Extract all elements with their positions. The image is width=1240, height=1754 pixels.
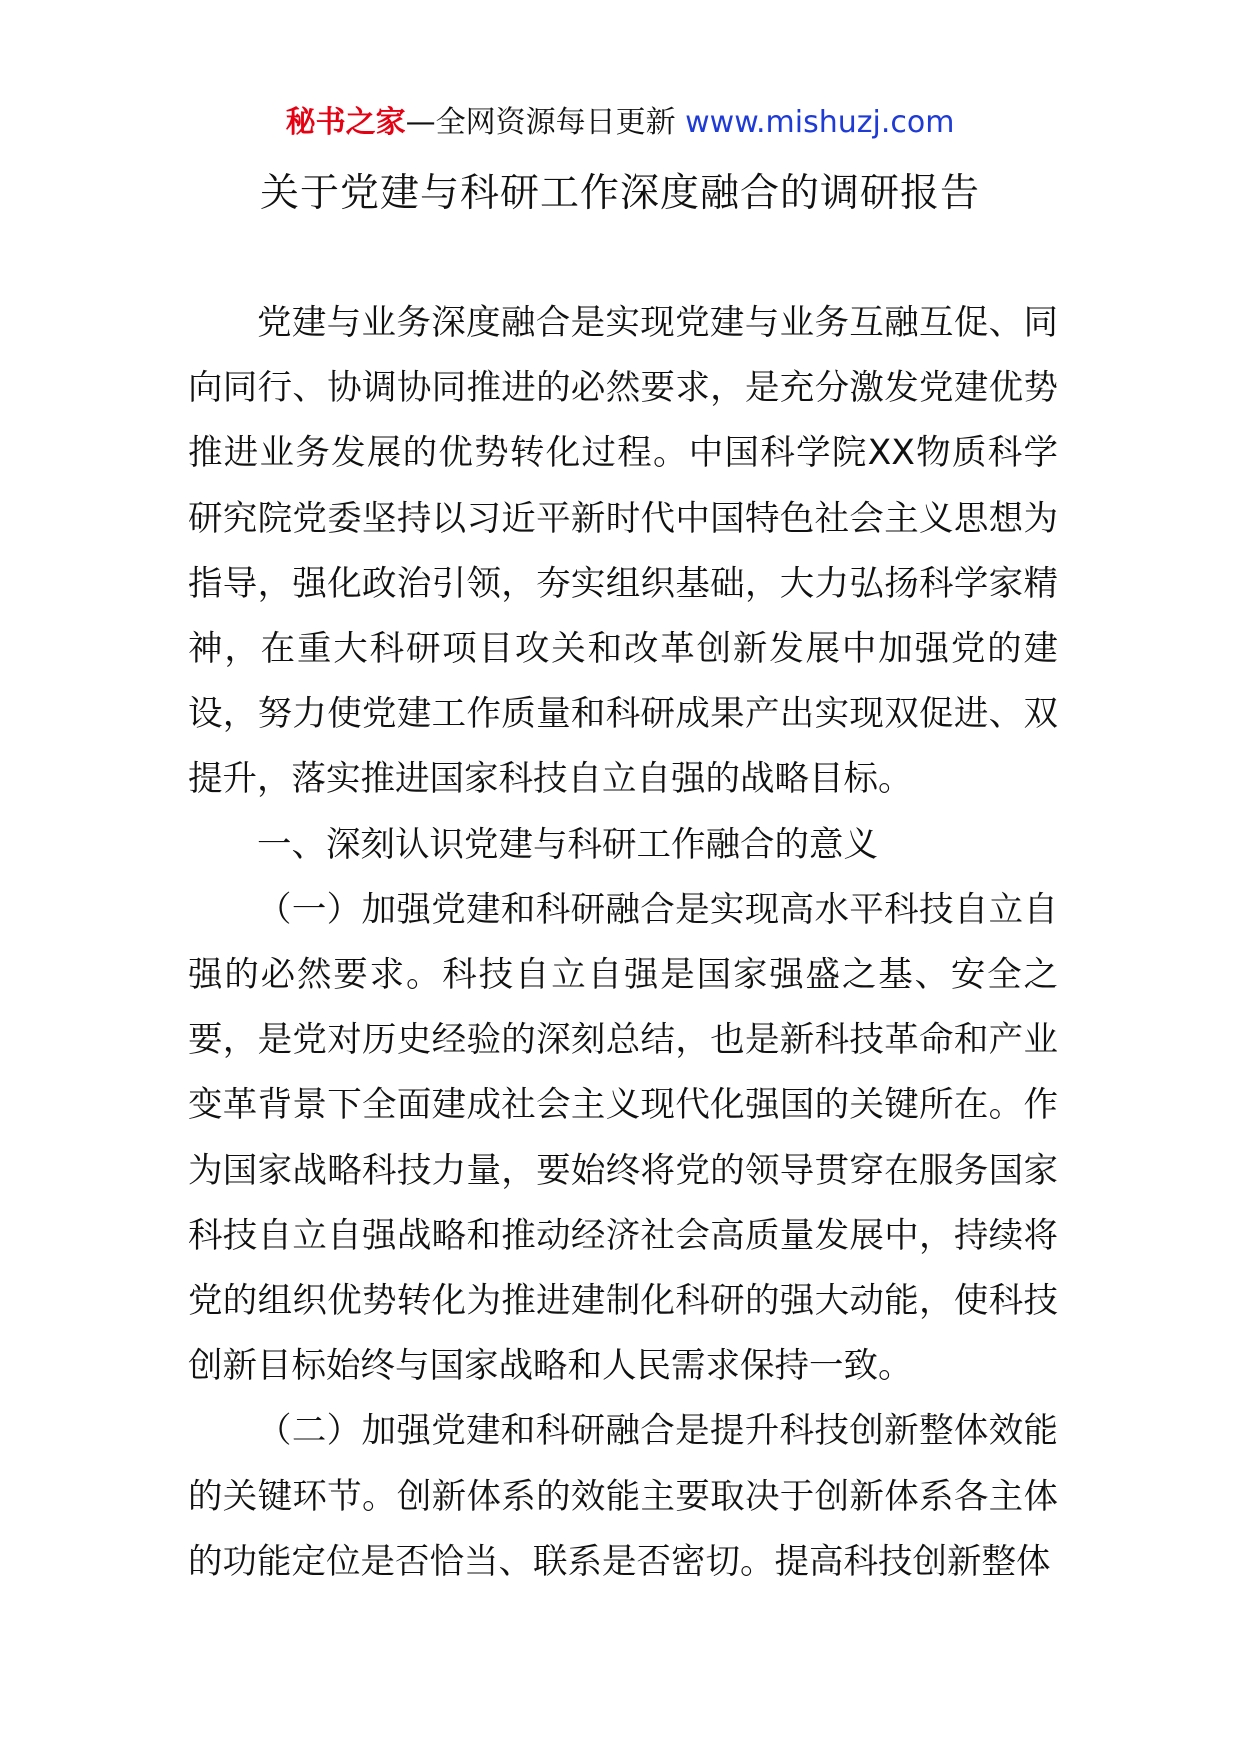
site-name: 秘书之家 [285,105,406,140]
subsection-paragraph-1: （一）加强党建和科研融合是实现高水平科技自立自强的必然要求。科技自立自强是国家强盛之基、安全之要，是党对历史经验的深刻总结，也是新科技革命和产业变革背景下全面建成社会主义现代化强国的关键所在。作为国家战略科技力量，要始终将党的领导贯穿在服务国家科技自立自强战略和推动经济社会高质量发展中，持续将党的组织优势转化为推进建制化科研的强大动能，使科技创新目标始终与国家战略和人民需求保持一致。 [188,889,1058,1387]
site-url-link[interactable]: www.mishuzj.com [685,105,955,140]
intro-paragraph: 党建与业务深度融合是实现党建与业务互融互促、同向同行、协调协同推进的必然要求，是充分激发党建优势推进业务发展的优势转化过程。中国科学院XX物质科学研究院党委坚持以习近平新时代中国特色社会主义思想为指导，强化政治引领，夯实组织基础，大力弘扬科学家精神，在重大科研项目攻关和改革创新发展中加强党的建设，努力使党建工作质量和科研成果产出实现双促进、双提升，落实推进国家科技自立自强的战略目标。 [188,303,1058,800]
document-title: 关于党建与科研工作深度融合的调研报告 [259,171,980,216]
section-heading-1: 一、深刻认识党建与科研工作融合的意义 [257,824,878,865]
site-header [0,100,1240,146]
document-body [188,291,1058,1595]
site-tagline: —全网资源每日更新 [405,105,686,140]
subsection-paragraph-2: （二）加强党建和科研融合是提升科技创新整体效能的关键环节。创新体系的效能主要取决于创新体系各主体的功能定位是否恰当、联系是否密切。提高科技创新整体 [188,1411,1058,1582]
